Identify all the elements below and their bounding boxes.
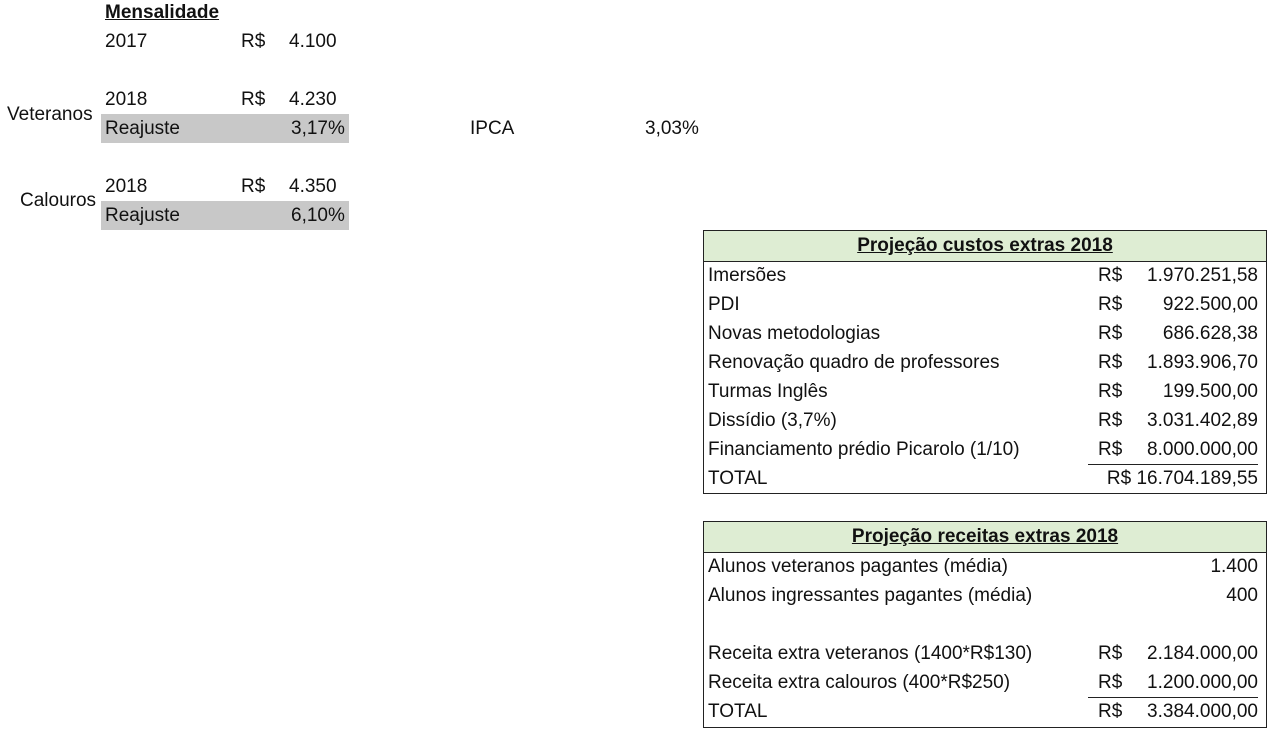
total-row — [704, 464, 1266, 493]
total-row — [704, 697, 1266, 726]
row-currency: R$ — [1098, 643, 1123, 664]
table-row — [704, 261, 1266, 290]
row-label: PDI — [708, 294, 740, 315]
row-currency: R$ — [1098, 672, 1123, 693]
value-2017: 4.100 — [289, 31, 337, 52]
table-row — [704, 581, 1266, 610]
row-label: Turmas Inglês — [708, 381, 828, 402]
row-value: 922.500,00 — [1162, 294, 1258, 315]
receitas-title: Projeção receitas extras 2018 — [704, 522, 1266, 553]
veteranos-label: Veteranos — [7, 104, 93, 125]
row-label: Imersões — [708, 265, 787, 286]
table-row — [704, 377, 1266, 406]
ipca-value: 3,03% — [645, 118, 699, 139]
row-label: Alunos veteranos pagantes (média) — [708, 556, 1008, 577]
row-label: Receita extra calouros (400*R$250) — [708, 672, 1011, 693]
row-label: Financiamento prédio Picarolo (1/10) — [708, 439, 1020, 460]
table-row — [704, 435, 1266, 464]
table-row — [704, 668, 1266, 697]
custos-title: Projeção custos extras 2018 — [704, 231, 1266, 262]
row-label: Novas metodologias — [708, 323, 881, 344]
row-value: 2.184.000,00 — [1147, 643, 1258, 664]
row-currency: R$ — [1098, 439, 1123, 460]
total-label: TOTAL — [708, 468, 768, 489]
calouros-reajuste-value: 6,10% — [291, 205, 345, 226]
veteranos-currency: R$ — [241, 89, 266, 110]
veteranos-value: 4.230 — [289, 89, 337, 110]
mensalidade-title: Mensalidade — [105, 2, 220, 23]
total-currency: R$ — [1098, 701, 1123, 722]
veteranos-year: 2018 — [105, 89, 148, 110]
row-currency: R$ — [1098, 265, 1123, 286]
total-value: 3.384.000,00 — [1147, 701, 1258, 722]
table-row — [704, 290, 1266, 319]
calouros-year: 2018 — [105, 176, 148, 197]
table-row — [704, 406, 1266, 435]
table-row — [704, 552, 1266, 581]
veteranos-reajuste-label: Reajuste — [105, 118, 180, 139]
calouros-label: Calouros — [20, 190, 97, 211]
calouros-currency: R$ — [241, 176, 266, 197]
row-value: 8.000.000,00 — [1147, 439, 1258, 460]
row-value: 1.200.000,00 — [1147, 672, 1258, 693]
row-currency: R$ — [1098, 294, 1123, 315]
currency-2017: R$ — [241, 31, 266, 52]
row-currency: R$ — [1098, 352, 1123, 373]
calouros-value: 4.350 — [289, 176, 337, 197]
row-currency: R$ — [1098, 410, 1123, 431]
row-label: Alunos ingressantes pagantes (média) — [708, 585, 1033, 606]
row-value: 1.400 — [1210, 556, 1258, 577]
ipca-label: IPCA — [470, 118, 515, 139]
row-value: 400 — [1226, 585, 1258, 606]
row-label: Renovação quadro de professores — [708, 352, 1000, 373]
receitas-table — [703, 521, 1267, 728]
row-value: 3.031.402,89 — [1147, 410, 1258, 431]
row-value: 199.500,00 — [1162, 381, 1258, 402]
year-2017: 2017 — [105, 31, 148, 52]
veteranos-reajuste-value: 3,17% — [291, 118, 345, 139]
row-value: 1.970.251,58 — [1147, 265, 1258, 286]
total-value: R$ 16.704.189,55 — [1106, 468, 1258, 489]
row-label: Dissídio (3,7%) — [708, 410, 837, 431]
row-value: 1.893.906,70 — [1147, 352, 1258, 373]
table-row — [704, 348, 1266, 377]
row-currency: R$ — [1098, 323, 1123, 344]
calouros-reajuste-label: Reajuste — [105, 205, 180, 226]
row-currency: R$ — [1098, 381, 1123, 402]
total-label: TOTAL — [708, 701, 768, 722]
table-row — [704, 319, 1266, 348]
row-value: 686.628,38 — [1162, 323, 1258, 344]
table-row — [704, 639, 1266, 668]
custos-table — [703, 230, 1267, 494]
row-label: Receita extra veteranos (1400*R$130) — [708, 643, 1033, 664]
